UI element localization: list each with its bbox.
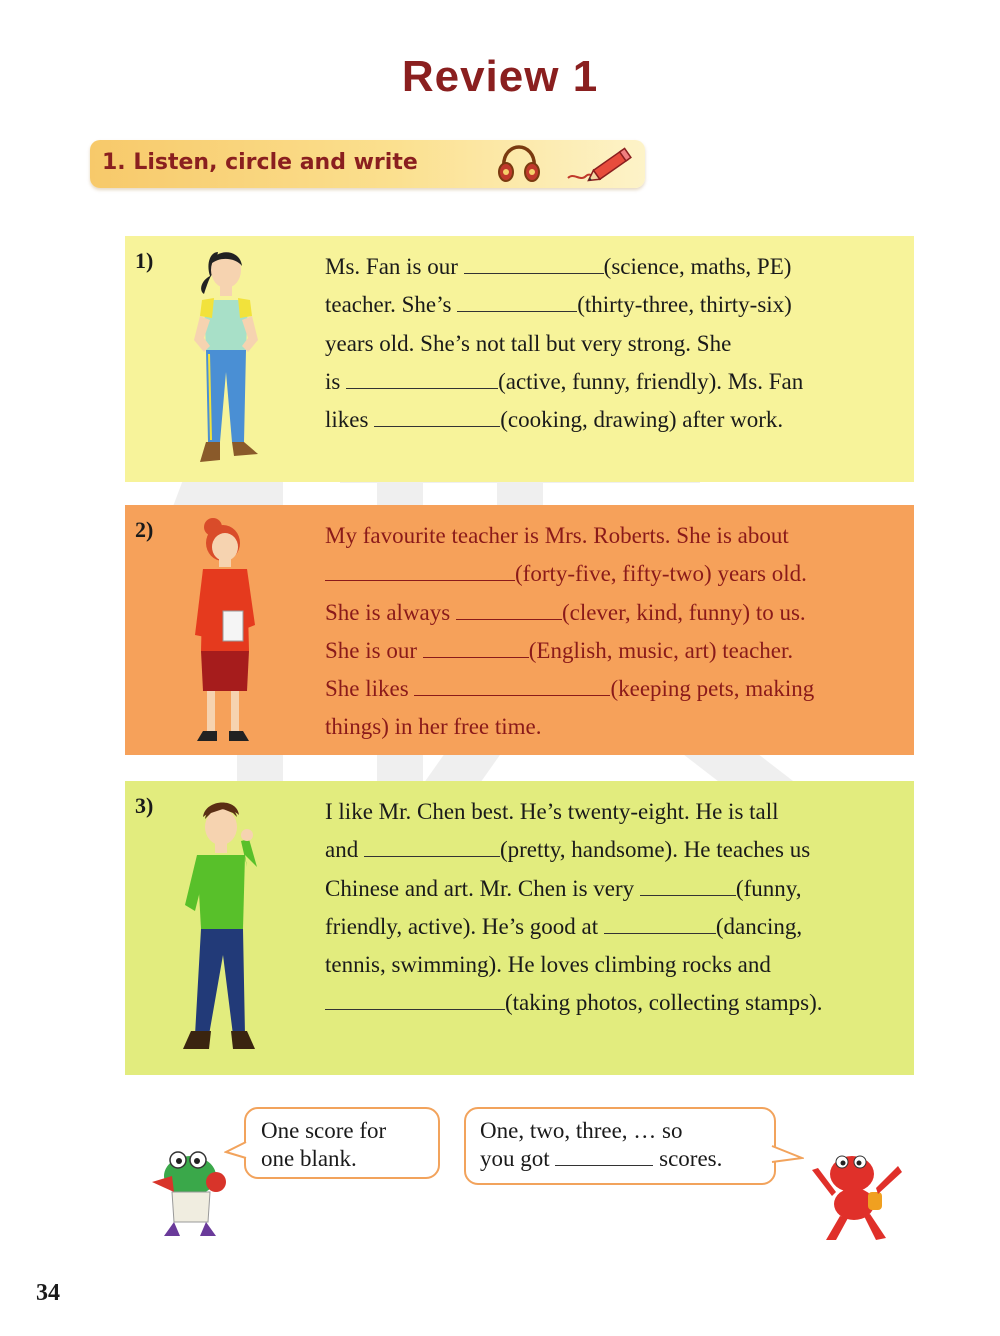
- options-text: (cooking, drawing) after work.: [500, 407, 784, 433]
- line-text: likes: [325, 407, 375, 433]
- passage-line: [325, 831, 887, 869]
- line-text: Chinese and art. Mr. Chen is very: [325, 875, 640, 901]
- line-text: years old. She’s not tall but very strong. She: [325, 330, 732, 356]
- answer-blank[interactable]: [325, 562, 515, 581]
- passage-line: [325, 286, 887, 324]
- answer-blank[interactable]: [414, 677, 610, 696]
- bubble-text-part: scores.: [653, 1146, 723, 1171]
- bubble-tail-left: [224, 1140, 248, 1160]
- line-text: friendly, active). He’s good at: [325, 913, 604, 939]
- line-text: I like Mr. Chen best. He’s twenty-eight. He is tall: [325, 799, 779, 824]
- frog-mascot-illustration: [150, 1146, 234, 1242]
- options-text: (pretty, handsome). He teaches us: [499, 837, 811, 863]
- options-text: (active, funny, friendly). Ms. Fan: [498, 368, 804, 394]
- options-text: (science, maths, PE): [603, 254, 792, 279]
- line-text: teacher. She’s: [325, 292, 458, 318]
- page-title: Review 1: [401, 52, 599, 101]
- bubble-text: [480, 1117, 722, 1173]
- item-number: 1): [135, 248, 154, 273]
- passage-3: [325, 793, 887, 1023]
- options-text: (keeping pets, making: [610, 676, 815, 702]
- line-text: tennis, swimming). He loves climbing rocks and: [325, 952, 771, 978]
- bubble-line: One score for: [261, 1118, 387, 1143]
- answer-blank[interactable]: [604, 915, 716, 934]
- line-text: My favourite teacher is Mrs. Roberts. She is about: [325, 523, 789, 548]
- options-text: (dancing,: [715, 913, 803, 939]
- line-text: She is always: [325, 599, 456, 625]
- mrs-roberts-illustration: [183, 515, 273, 751]
- passage-line: [325, 248, 887, 286]
- speech-bubble-left: [244, 1107, 440, 1179]
- passage-line: [325, 325, 887, 363]
- bubble-line: one blank.: [261, 1146, 357, 1171]
- passage-line: [325, 632, 887, 670]
- options-text: (thirty-three, thirty-six): [577, 292, 792, 318]
- exercise-panel-1: [125, 236, 914, 482]
- page-number: 34: [36, 1280, 60, 1306]
- line-text: She likes: [325, 676, 415, 702]
- options-text: (taking photos, collecting stamps).: [505, 990, 823, 1016]
- passage-line: [325, 908, 887, 946]
- passage-line: [325, 984, 887, 1022]
- options-text: (clever, kind, funny) to us.: [561, 599, 806, 625]
- options-text: (forty-five, fifty-two) years old.: [515, 561, 807, 587]
- section-banner: [90, 140, 645, 188]
- score-blank[interactable]: [555, 1147, 653, 1166]
- line-text: She is our: [325, 637, 423, 663]
- line-text: and: [325, 837, 364, 863]
- item-number: 3): [135, 793, 154, 818]
- options-text: (funny,: [735, 875, 802, 901]
- answer-blank[interactable]: [457, 293, 577, 312]
- exercise-panel-3: [125, 781, 914, 1075]
- passage-line: [325, 870, 887, 908]
- red-mascot-illustration: [806, 1148, 906, 1246]
- passage-2: [325, 517, 887, 747]
- passage-line: [325, 793, 887, 831]
- passage-line: [325, 401, 887, 439]
- bubble-tail-right: [770, 1144, 804, 1164]
- mr-chen-illustration: [171, 795, 281, 1061]
- answer-blank[interactable]: [640, 877, 736, 896]
- item-number: 2): [135, 517, 154, 542]
- answer-blank[interactable]: [423, 639, 529, 658]
- answer-blank[interactable]: [325, 991, 505, 1010]
- passage-line: [325, 670, 887, 708]
- line-text: is: [325, 368, 347, 394]
- line-text: Ms. Fan is our: [325, 254, 464, 279]
- options-text: (English, music, art) teacher.: [528, 637, 794, 663]
- headphones-icon: [496, 143, 542, 185]
- answer-blank[interactable]: [456, 601, 562, 620]
- speech-bubble-right: [464, 1107, 776, 1185]
- passage-line: [325, 363, 887, 401]
- passage-1: [325, 248, 887, 439]
- bubble-line: One, two, three, … so: [480, 1118, 683, 1143]
- line-text: things) in her free time.: [325, 714, 542, 740]
- passage-line: [325, 594, 887, 632]
- answer-blank[interactable]: [364, 838, 500, 857]
- pencil-icon: [560, 142, 640, 186]
- passage-line: [325, 708, 887, 746]
- bubble-line: [480, 1145, 722, 1173]
- section-label: 1. Listen, circle and write: [102, 150, 418, 175]
- passage-line: [325, 517, 887, 555]
- bubble-text: [261, 1117, 386, 1173]
- passage-line: [325, 946, 887, 984]
- bubble-text-part: you got: [480, 1146, 556, 1171]
- answer-blank[interactable]: [464, 255, 604, 274]
- passage-line: [325, 555, 887, 593]
- exercise-panel-2: [125, 505, 914, 755]
- answer-blank[interactable]: [346, 370, 498, 389]
- ms-fan-illustration: [180, 242, 270, 478]
- answer-blank[interactable]: [374, 408, 500, 427]
